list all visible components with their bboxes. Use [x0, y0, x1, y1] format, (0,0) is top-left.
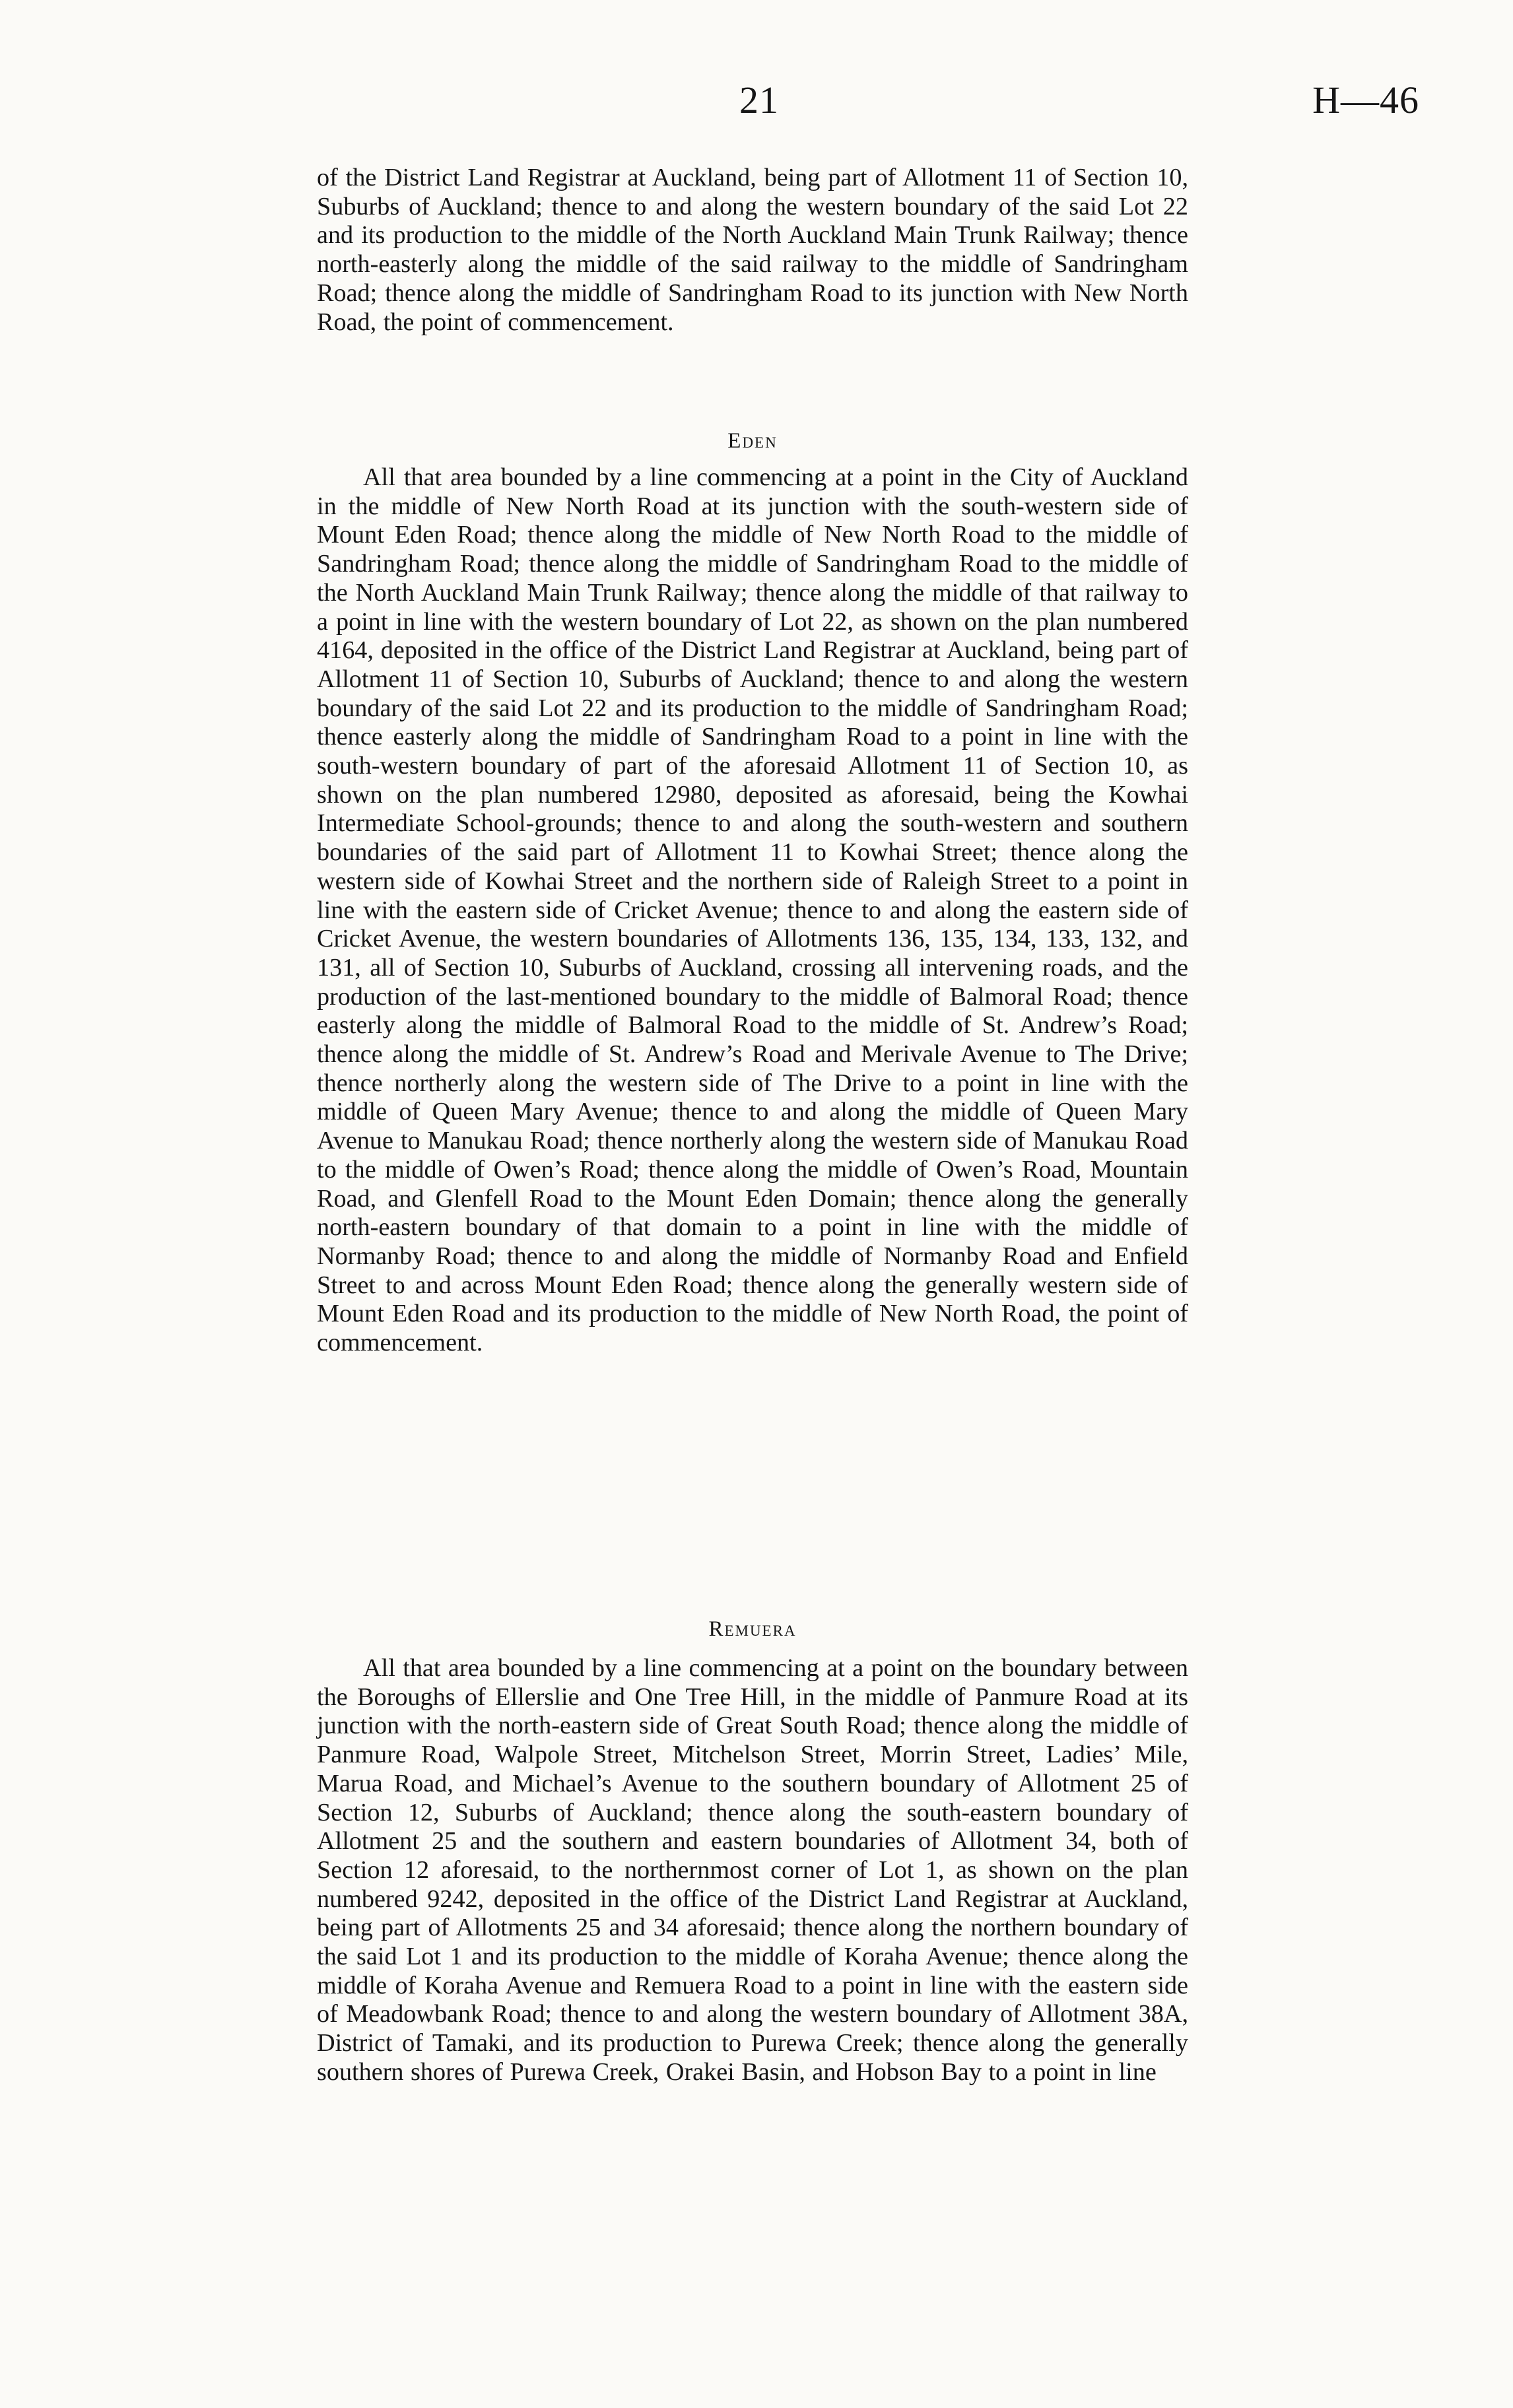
continuation-paragraph: of the District Land Registrar at Auckland, being part of Allotment 11 of Section 10, Suburbs of Auckland; thence to and along the western boundary of the said Lot 22 and its production to the middle of the North Auckland Main Trunk Railway; thence north-easterly along the middle of the said railway to the middle of Sandringham Road; thence along the middle of Sandringham Road to its junction with New North Road, the point of commencement. [317, 164, 1188, 336]
eden-paragraph: All that area bounded by a line commencing at a point in the City of Auckland in the middle of New North Road at its junction with the south-western side of Mount Eden Road; thence along the middle of New North Road to the middle of Sandringham Road; thence along the middle of Sandringham Road to the middle of the North Auckland Main Trunk Railway; thence along the middle of that railway to a point in line with the western boundary of Lot 22, as shown on the plan numbered 4164, deposited in the office of the District Land Registrar at Auckland, being part of Allotment 11 of Section 10, Suburbs of Auckland; thence to and along the western boundary of the said Lot 22 and its production to the middle of Sandringham Road; thence easterly along the middle of Sandringham Road to a point in line with the south-western boundary of part of the aforesaid Allotment 11 of Section 10, as shown on the plan numbered 12980, deposited as aforesaid, being the Kowhai Intermediate School-grounds; thence to and along the south-western and southern boundaries of the said part of Allotment 11 to Kowhai Street; thence along the western side of Kowhai Street and the northern side of Raleigh Street to a point in line with the eastern side of Cricket Avenue; thence to and along the eastern side of Cricket Avenue, the western boundaries of Allotments 136, 135, 134, 133, 132, and 131, all of Section 10, Suburbs of Auckland, crossing all intervening roads, and the production of the last-mentioned boundary to the middle of Balmoral Road; thence easterly along the middle of Balmoral Road to the middle of St. Andrew’s Road; thence along the middle of St. Andrew’s Road and Merivale Avenue to The Drive; thence northerly along the western side of The Drive to a point in line with the middle of Queen Mary Avenue; thence to and along the middle of Queen Mary Avenue to Manukau Road; thence northerly along the western side of Manukau Road to the middle of Owen’s Road; thence along the middle of Owen’s Road, Mountain Road, and Glenfell Road to the Mount Eden Domain; thence along the generally north-eastern boundary of that domain to a point in line with the middle of Normanby Road; thence to and along the middle of Normanby Road and Enfield Street to and across Mount Eden Road; thence along the generally western side of Mount Eden Road and its production to the middle of New North Road, the point of commencement. [317, 463, 1188, 1357]
remuera-heading: Remuera [708, 1617, 797, 1641]
section-remuera-body [317, 1654, 1188, 2087]
remuera-paragraph: All that area bounded by a line commencing at a point on the boundary between the Boroughs of Ellerslie and One Tree Hill, in the middle of Panmure Road at its junction with the north-eastern side of Great South Road; thence along the middle of Panmure Road, Walpole Street, Mitchelson Street, Morrin Street, Ladies’ Mile, Marua Road, and Michael’s Avenue to the southern boundary of Allotment 25 of Section 12, Suburbs of Auckland; thence along the south-eastern boundary of Allotment 25 and the southern and eastern boundaries of Allotment 34, both of Section 12 aforesaid, to the northernmost corner of Lot 1, as shown on the plan numbered 9242, deposited in the office of the District Land Registrar at Auckland, being part of Allotments 25 and 34 aforesaid; thence along the northern boundary of the said Lot 1 and its production to the middle of Koraha Avenue; thence along the middle of Koraha Avenue and Remuera Road to a point in line with the eastern side of Meadowbank Road; thence to and along the western boundary of Allotment 38A, District of Tamaki, and its production to Purewa Creek; thence along the generally southern shores of Purewa Creek, Orakei Basin, and Hobson Bay to a point in line [317, 1654, 1188, 2086]
section-remuera [317, 1617, 1188, 1642]
section-eden-body [317, 463, 1188, 1358]
section-continuation [317, 164, 1188, 337]
eden-heading: Eden [727, 429, 778, 453]
document-code: H—46 [1312, 79, 1419, 121]
section-eden [317, 429, 1188, 453]
page-number: 21 [739, 79, 779, 121]
